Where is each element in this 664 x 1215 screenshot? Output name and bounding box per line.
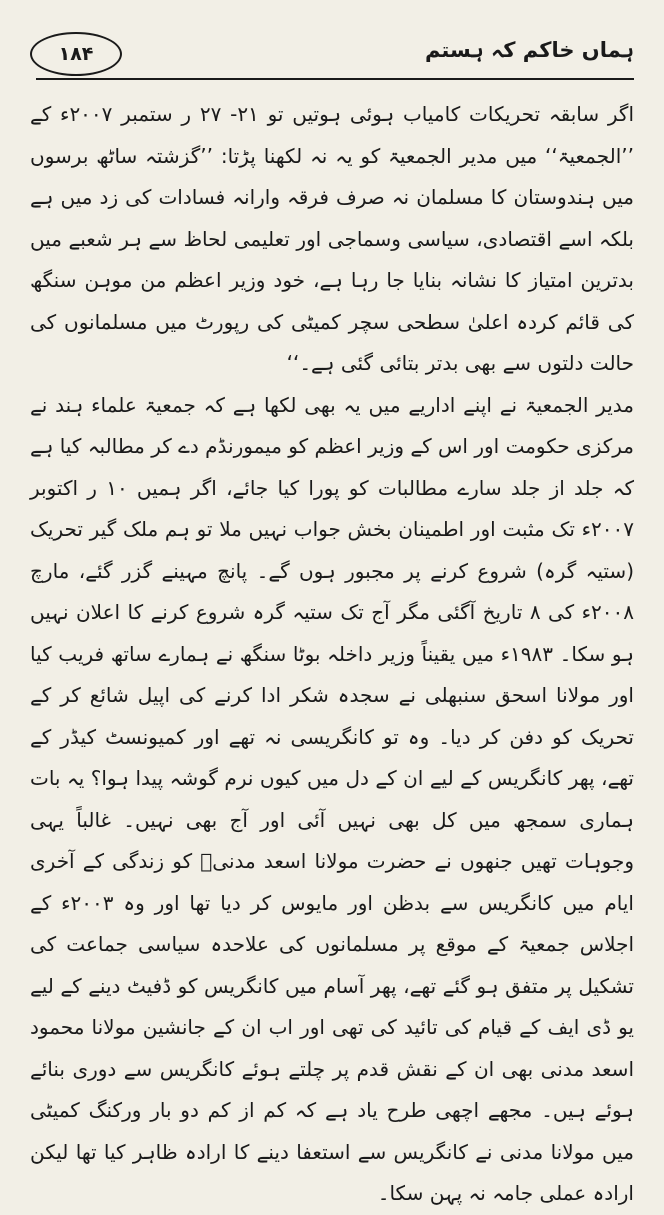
running-title: ہماں خاکم کہ ہستم xyxy=(424,38,634,62)
paragraph-2: مدیر الجمعیۃ نے اپنے اداریے میں یہ بھی لکھا ہے کہ جمعیۃ علماء ہند نے مرکزی حکومت اور اس کے وزیر اعظم کو میمورنڈم دے کر مطالبہ کیا ہے کہ جلد از جلد سارے مطالبات کو پورا کیا جائے، اگر ہمیں ۱۰ ر اکتوبر ۲۰۰۷ء تک مثبت اور اطمینان بخش جواب نہیں ملا تو ہم ملک گیر تحریک (ستیہ گرہ) شروع کرنے پر مجبور ہوں گے۔ پانچ مہینے گزر گئے، مارچ ۲۰۰۸ء کی ۸ تاریخ آگئی مگر آج تک ستیہ گرہ شروع کرنے کا اعلان نہیں ہو سکا۔ ۱۹۸۳ء میں یقیناً وزیر داخلہ بوٹا سنگھ نے ہمارے ساتھ فریب کیا اور مولانا اسحق سنبھلی نے سجدہ شکر ادا کرنے کی اپیل شائع کر کے تحریک کو دفن کر دیا۔ وہ تو کانگریسی نہ تھے اور کمیونسٹ کیڈر کے تھے، پھر کانگریس کے لیے ان کے دل میں کیوں نرم گوشہ پیدا ہوا؟ یہ بات ہماری سمجھ میں کل بھی نہیں آئی اور آج بھی نہیں۔ غالباً یہی وجوہات تھیں جنھوں نے حضرت مولانا اسعد مدنیؒ کو زندگی کے آخری ایام میں کانگریس سے بدظن اور مایوس کر دیا تھا اور وہ ۲۰۰۳ء کے اجلاس جمعیۃ کے موقع پر مسلمانوں کی علاحدہ سیاسی جماعت کی تشکیل پر متفق ہو گئے تھے، پھر آسام میں کانگریس کو ڈفیٹ دینے کے لیے یو ڈی ایف کے قیام کی تائید کی تھی اور اب ان کے جانشین مولانا محمود اسعد مدنی بھی ان کے نقش قدم پر چلتے ہوئے کانگریس سے دوری بنائے ہوئے ہیں۔ مجھے اچھی طرح یاد ہے کہ کم از کم دو بار ورکنگ کمیٹی میں مولانا مدنی نے کانگریس سے استعفا دینے کا ارادہ ظاہر کیا تھا لیکن ارادہ عملی جامہ نہ پہن سکا۔ xyxy=(30,392,635,1205)
page-header xyxy=(30,28,634,84)
page-number: ۱۸۴ xyxy=(30,32,122,76)
paragraph-1: اگر سابقہ تحریکات کامیاب ہوئی ہوتیں تو ۲۱- ۲۷ ر ستمبر ۲۰۰۷ء کے ’’الجمعیۃ‘‘ میں مدیر الجمعیۃ کو یہ نہ لکھنا پڑتا: ’’گزشتہ ساٹھ برسوں میں ہندوستان کا مسلمان نہ صرف فرقہ وارانہ فسادات کی زد میں ہے بلکہ اسے اقتصادی، سیاسی وسماجی اور تعلیمی لحاظ سے ہر شعبے میں بدترین امتیاز کا نشانہ بنایا جا رہا ہے، خود وزیر اعظم من موہن سنگھ کی قائم کردہ اعلیٰ سطحی سچر کمیٹی کی رپورٹ میں مسلمانوں کی حالت دلتوں سے بھی بدتر بتائی گئی ہے۔‘‘ xyxy=(30,102,635,375)
body-text xyxy=(30,94,635,1205)
header-divider xyxy=(36,78,634,80)
